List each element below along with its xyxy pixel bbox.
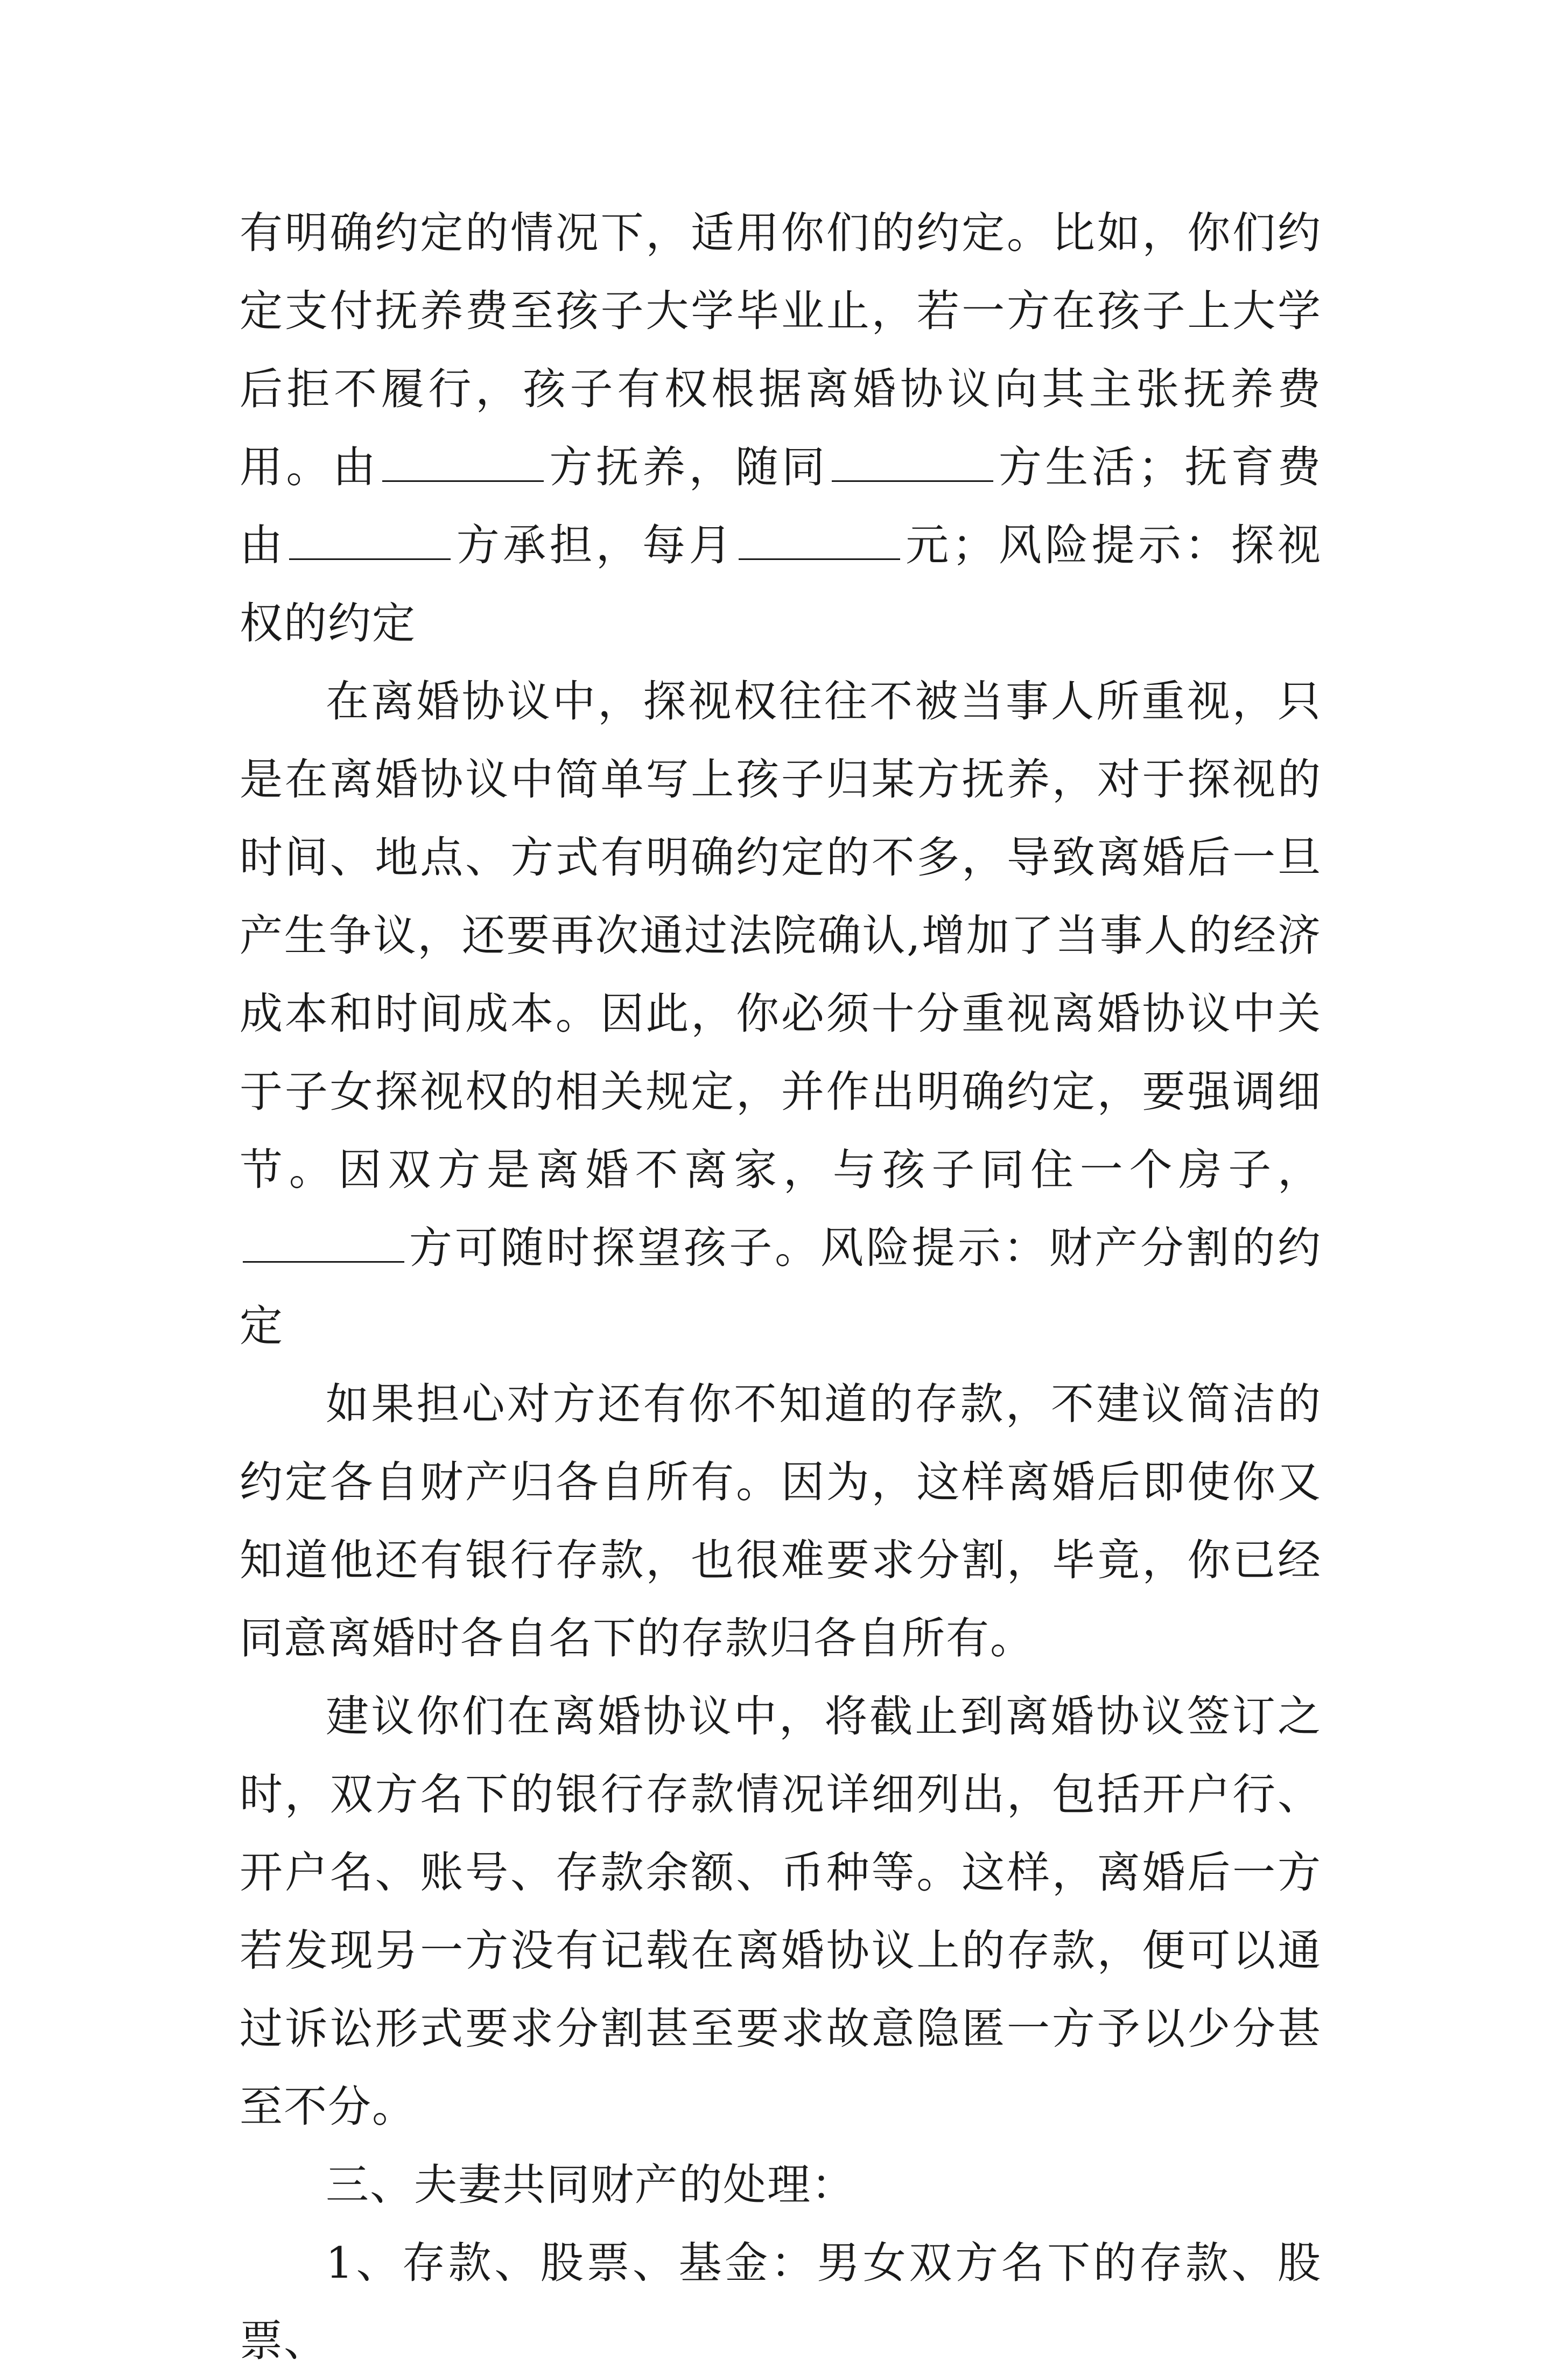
fill-in-blank — [739, 515, 900, 560]
paragraph-p6 — [240, 2224, 1322, 2380]
paragraph-text: 如果担心对方还有你不知道的存款，不建议简洁的约定各自财产归各自所有。因为，这样离婚后即使你又知道他还有银行存款，也很难要求分割，毕竟，你已经同意离婚时各自名下的存款归各自所有。 — [240, 1379, 1322, 1663]
fill-in-blank — [382, 437, 544, 482]
paragraph-text: 方抚养，随同 — [547, 442, 829, 492]
paragraph-p1 — [240, 194, 1322, 662]
paragraph-text: 元；风险提示：探视权的约定 — [240, 520, 1322, 648]
paragraph-text: 三、夫妻共同财产的处理： — [326, 2160, 855, 2210]
paragraph-text: 有明确约定的情况下，适用你们的约定。比如，你们约定支付抚养费至孩子大学毕业止，若一方在孩子上大学后拒不履行，孩子有权根据离婚协议向其主张抚养费用。由 — [240, 208, 1322, 492]
paragraph-p2 — [240, 662, 1322, 1365]
paragraph-text: 在离婚协议中，探视权往往不被当事人所重视，只是在离婚协议中简单写上孩子归某方抚养，对于探视的时间、地点、方式有明确约定的不多，导致离婚后一旦产生争议，还要再次通过法院确认,增加了当事人的经济成本和时间成本。因此，你必须十分重视离婚协议中关于子女探视权的相关规定，并作出明确约定，要强调细节。因双方是离婚不离家，与孩子同住一个房子， — [240, 676, 1322, 1195]
paragraph-text: 方承担，每月 — [454, 520, 735, 570]
fill-in-blank — [289, 515, 451, 560]
document-page — [240, 194, 1322, 2380]
paragraph-text: 建议你们在离婚协议中，将截止到离婚协议签订之时，双方名下的银行存款情况详细列出，包括开户行、开户名、账号、存款余额、币种等。这样，离婚后一方若发现另一方没有记载在离婚协议上的存款，便可以通过诉讼形式要求分割甚至要求故意隐匿一方予以少分甚至不分。 — [240, 1691, 1322, 2132]
fill-in-blank — [243, 1218, 404, 1263]
paragraph-text: 方生活；抚育费由 — [240, 442, 1322, 570]
paragraph-p4 — [240, 1677, 1322, 2146]
paragraph-text: 1、存款、股票、基金：男女双方名下的存款、股票、 — [240, 2238, 1322, 2366]
paragraph-p5 — [240, 2146, 1322, 2224]
paragraph-text: 方可随时探望孩子。风险提示：财产分割的约定 — [240, 1223, 1322, 1351]
fill-in-blank — [832, 437, 993, 482]
paragraph-p3 — [240, 1365, 1322, 1677]
